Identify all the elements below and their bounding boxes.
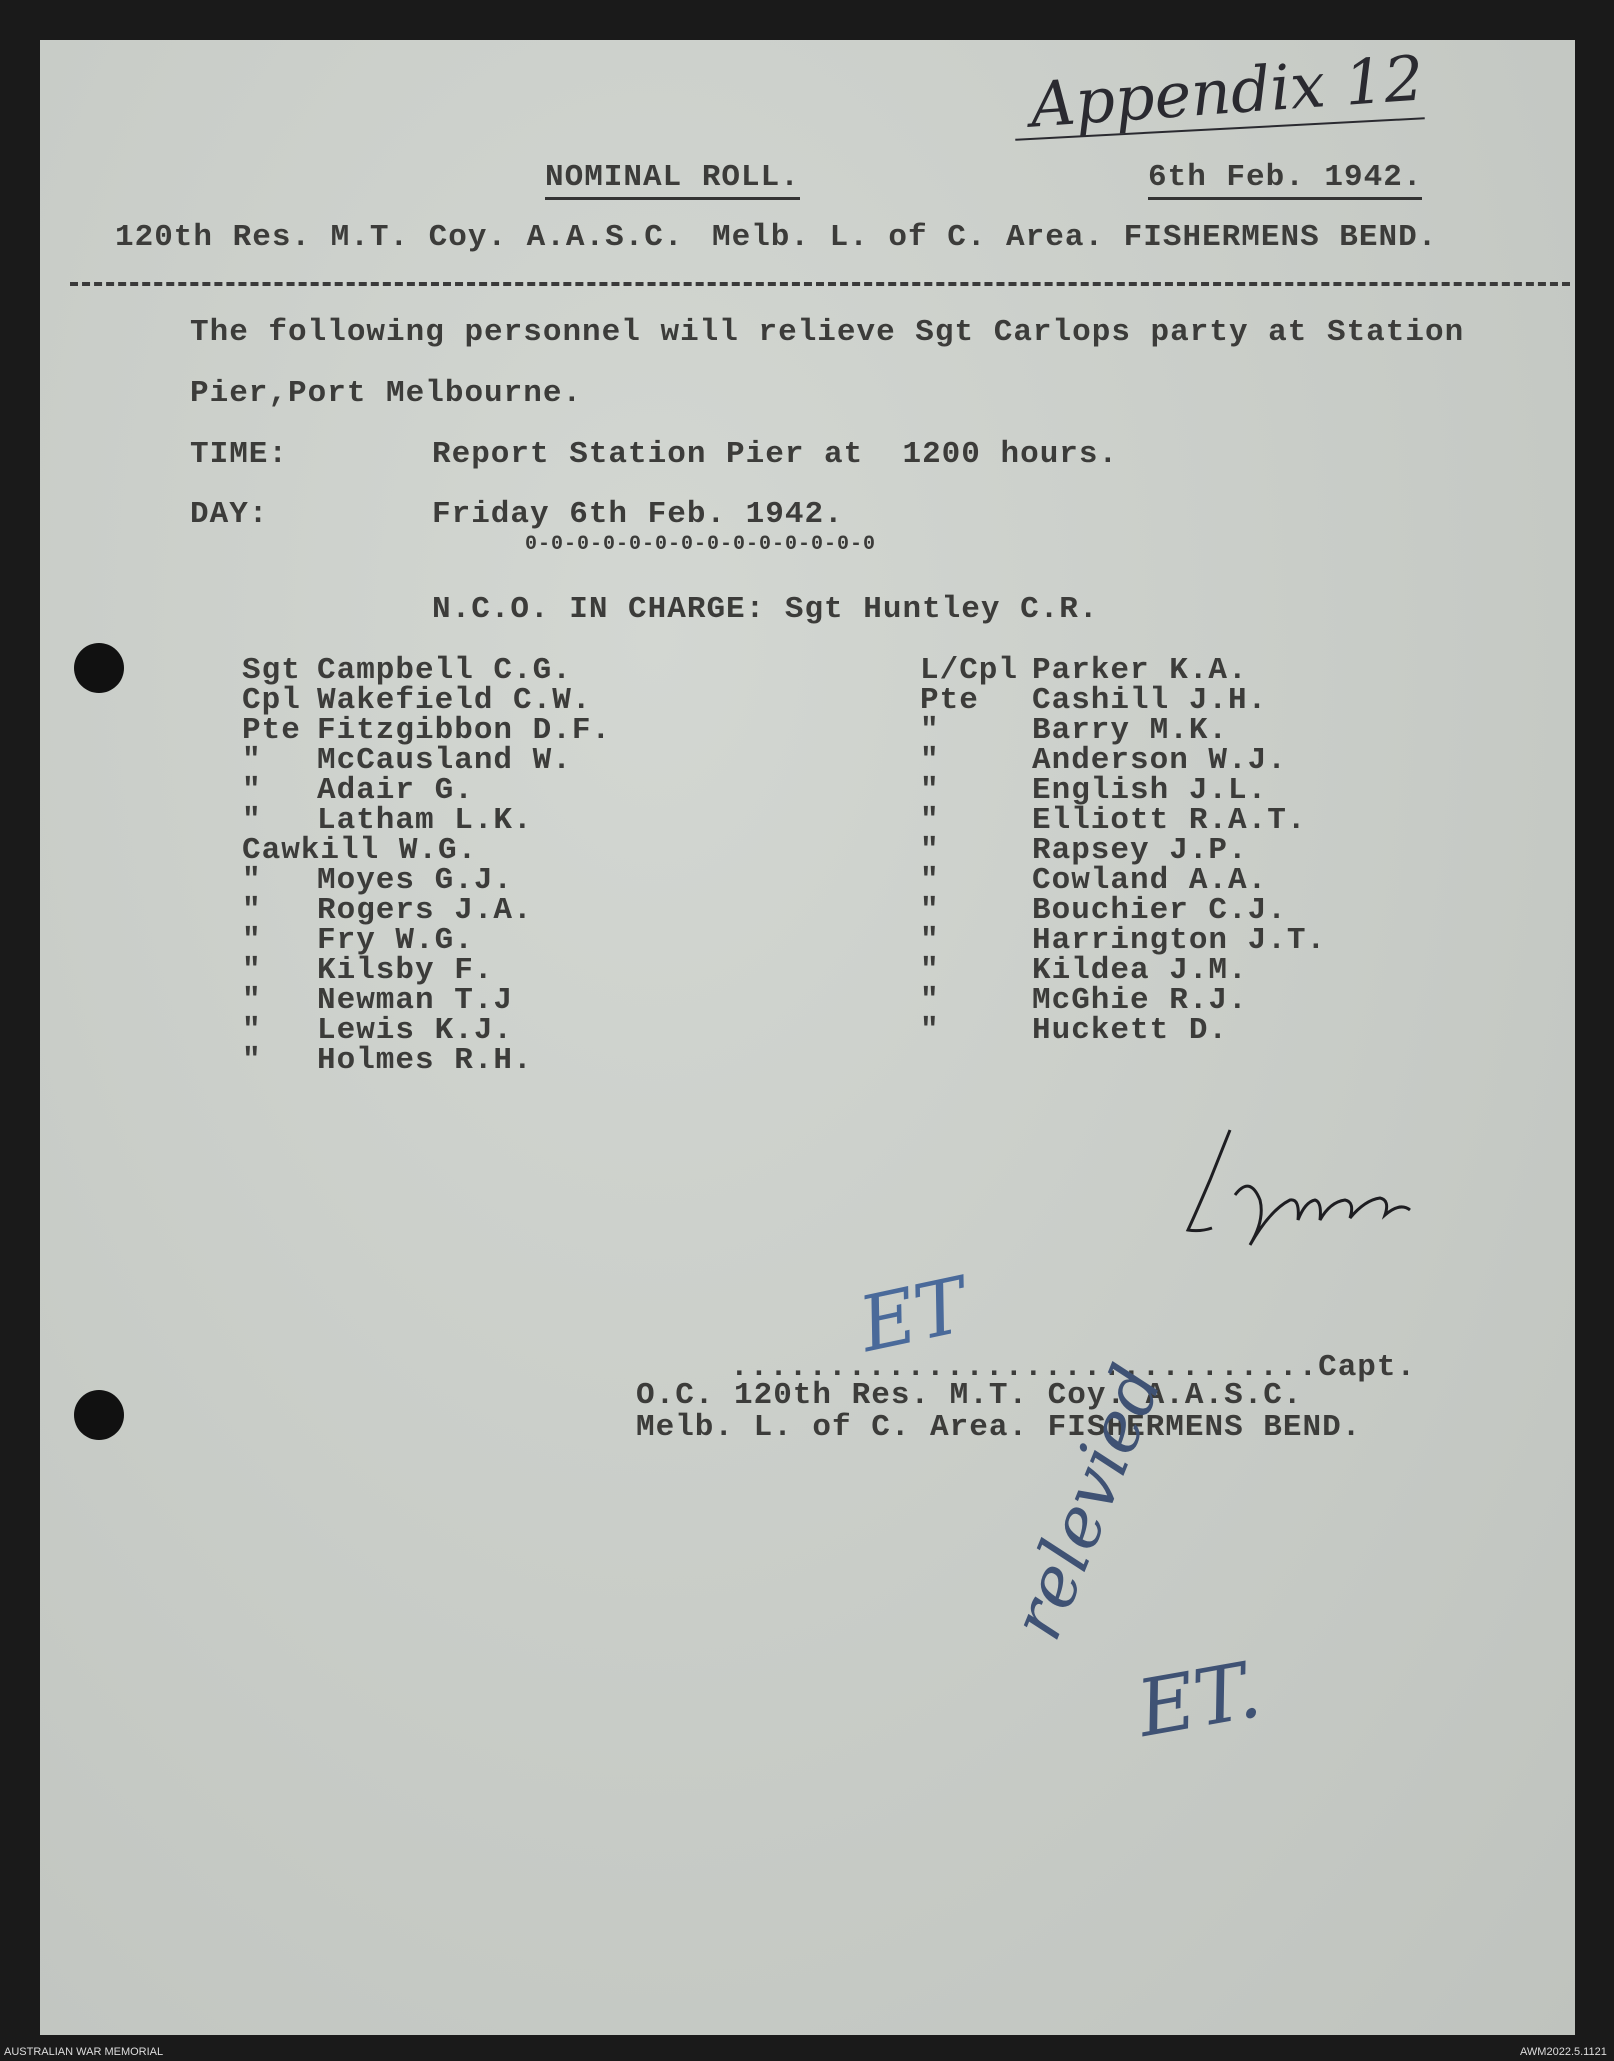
- nco-in-charge: N.C.O. IN CHARGE: Sgt Huntley C.R.: [432, 592, 1099, 627]
- rank: ": [920, 1013, 940, 1048]
- appendix-annotation: Appendix 12: [1027, 41, 1426, 142]
- unit-name: 120th Res. M.T. Coy. A.A.S.C.: [115, 220, 684, 255]
- punch-hole-bottom: [74, 1390, 124, 1440]
- rank: ": [920, 983, 940, 1018]
- roster-row: [920, 683, 1326, 718]
- soldier-name: Fitzgibbon D.F.: [317, 713, 612, 748]
- roster-row: [242, 713, 612, 748]
- rank: ": [242, 743, 262, 778]
- roster-row: [242, 1013, 611, 1048]
- roster-row: [920, 983, 1326, 1018]
- signature-title-2: Melb. L. of C. Area. FISHERMENS BEND.: [636, 1410, 1362, 1445]
- rank: ": [920, 953, 940, 988]
- roster-row: [920, 803, 1326, 838]
- roster-row: [242, 983, 611, 1018]
- rank: Pte: [242, 713, 301, 748]
- punch-hole-top: [74, 643, 124, 693]
- time-value: Report Station Pier at 1200 hours.: [432, 437, 1119, 472]
- rank: L/Cpl: [920, 653, 1019, 688]
- roster-row: [242, 863, 611, 898]
- soldier-name: Cowland A.A.: [1032, 863, 1268, 898]
- rank: ": [920, 803, 940, 838]
- soldier-name: Bouchier C.J.: [1032, 893, 1287, 928]
- soldier-name: Newman T.J: [317, 983, 514, 1018]
- rank: Sgt: [242, 653, 301, 688]
- soldier-name: McGhie R.J.: [1032, 983, 1248, 1018]
- rank: ": [242, 953, 262, 988]
- soldier-name: Holmes R.H.: [317, 1043, 533, 1078]
- rank: ": [242, 983, 262, 1018]
- soldier-name: Cawkill W.G.: [242, 833, 478, 868]
- handwritten-note: relevied: [995, 1354, 1179, 1651]
- intro-line-2: Pier,Port Melbourne.: [190, 376, 583, 411]
- rank: Cpl: [242, 683, 301, 718]
- soldier-name: Lewis K.J.: [317, 1013, 514, 1048]
- roster-row: [920, 653, 1326, 688]
- soldier-name: Latham L.K.: [317, 803, 533, 838]
- rank: ": [920, 923, 940, 958]
- intro-line-1: The following personnel will relieve Sgt Carlops party at Station: [190, 315, 1465, 350]
- soldier-name: English J.L.: [1032, 773, 1268, 808]
- soldier-name: Anderson W.J.: [1032, 743, 1287, 778]
- soldier-name: Kildea J.M.: [1032, 953, 1248, 988]
- roster-row: [242, 923, 611, 958]
- soldier-name: Wakefield C.W.: [317, 683, 592, 718]
- soldier-name: Elliott R.A.T.: [1032, 803, 1307, 838]
- roster-right: [920, 653, 1327, 1048]
- roster-row: [920, 893, 1326, 928]
- roster-row: [920, 863, 1326, 898]
- document-title: NOMINAL ROLL.: [545, 160, 800, 200]
- time-label: TIME:: [190, 437, 289, 472]
- soldier-name: Moyes G.J.: [317, 863, 514, 898]
- rank: Pte: [920, 683, 979, 718]
- day-label: DAY:: [190, 497, 269, 532]
- soldier-name: Cashill J.H.: [1032, 683, 1268, 718]
- rank: ": [242, 893, 262, 928]
- soldier-name: Fry W.G.: [317, 923, 474, 958]
- rank: ": [242, 863, 262, 898]
- soldier-name: Huckett D.: [1032, 1013, 1229, 1048]
- roster-row: [920, 773, 1326, 808]
- footer-left: AUSTRALIAN WAR MEMORIAL: [4, 2046, 164, 2058]
- document-date: 6th Feb. 1942.: [1148, 160, 1422, 200]
- roster-left: [242, 653, 612, 1078]
- rank: ": [920, 743, 940, 778]
- soldier-name: Rogers J.A.: [317, 893, 533, 928]
- roster-row: [920, 953, 1326, 988]
- signature-title-1: O.C. 120th Res. M.T. Coy. A.A.S.C.: [636, 1378, 1303, 1413]
- rank: ": [242, 1013, 262, 1048]
- roster-row: [242, 653, 611, 688]
- signature-line: ..............................Capt.: [730, 1350, 1417, 1385]
- rank: ": [242, 773, 262, 808]
- roster-row: [920, 713, 1326, 748]
- day-value: Friday 6th Feb. 1942.: [432, 497, 844, 532]
- roster-row: [920, 1013, 1326, 1048]
- footer-right: AWM2022.5.1121: [1520, 2046, 1607, 2058]
- roster-row: [242, 773, 611, 808]
- soldier-name: Campbell C.G.: [317, 653, 572, 688]
- roster-row: [242, 1043, 611, 1078]
- roster-row: [242, 833, 611, 868]
- handwritten-initials: ET.: [1131, 1645, 1268, 1755]
- header-rule: [70, 282, 1570, 286]
- rank: ": [920, 893, 940, 928]
- roster-row: [242, 953, 611, 988]
- soldier-name: Parker K.A.: [1032, 653, 1248, 688]
- soldier-name: Kilsby F.: [317, 953, 494, 988]
- soldier-name: Adair G.: [317, 773, 474, 808]
- soldier-name: Harrington J.T.: [1032, 923, 1327, 958]
- soldier-name: Barry M.K.: [1032, 713, 1229, 748]
- roster-row: [920, 743, 1326, 778]
- roster-row: [242, 893, 611, 928]
- roster-row: [920, 833, 1326, 868]
- rank: ": [920, 833, 940, 868]
- unit-location: Melb. L. of C. Area. FISHERMENS BEND.: [712, 220, 1438, 255]
- initials-blue: ET: [851, 1259, 975, 1370]
- rank: ": [242, 1043, 262, 1078]
- roster-row: [242, 683, 611, 718]
- roster-row: [920, 923, 1327, 958]
- separator-line: 0-0-0-0-0-0-0-0-0-0-0-0-0-0: [525, 533, 877, 556]
- rank: ": [920, 713, 940, 748]
- roster-row: [242, 743, 611, 778]
- rank: ": [242, 923, 262, 958]
- signature-handwritten: [1100, 1120, 1430, 1320]
- rank: ": [242, 803, 262, 838]
- roster-row: [242, 803, 611, 838]
- soldier-name: McCausland W.: [317, 743, 572, 778]
- soldier-name: Rapsey J.P.: [1032, 833, 1248, 868]
- rank: ": [920, 863, 940, 898]
- rank: ": [920, 773, 940, 808]
